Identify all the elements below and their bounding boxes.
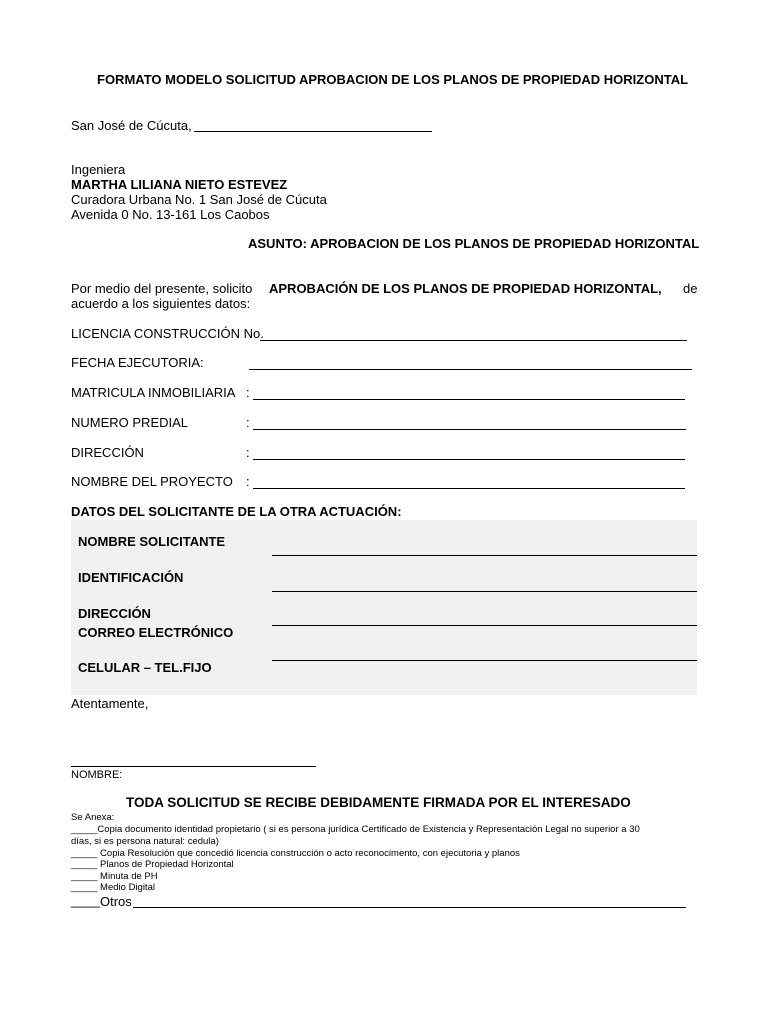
correo-label: CORREO ELECTRÓNICO [78, 625, 234, 640]
intro-bold-request: APROBACIÓN DE LOS PLANOS DE PROPIEDAD HORIZONTAL, [269, 281, 662, 296]
fecha-label: FECHA EJECUTORIA: [71, 355, 204, 370]
subject-line: ASUNTO: APROBACION DE LOS PLANOS DE PROPIEDAD HORIZONTAL [248, 236, 700, 251]
recipient-role: Ingeniera [71, 162, 126, 177]
date-field-line[interactable] [194, 131, 432, 132]
closing-text: Atentamente, [71, 696, 149, 711]
signature-name-label: NOMBRE: [71, 769, 123, 781]
identificacion-label: IDENTIFICACIÓN [78, 570, 184, 585]
direccion-correo-line[interactable] [272, 625, 697, 626]
matricula-field-line[interactable] [253, 399, 685, 400]
annex-item-digital: _____ Medio Digital [71, 882, 155, 893]
predial-colon: : [246, 415, 250, 430]
matricula-colon: : [246, 385, 250, 400]
fecha-field-line[interactable] [249, 369, 692, 370]
predial-label: NUMERO PREDIAL [71, 415, 189, 430]
applicant-direccion-label: DIRECCIÓN [78, 606, 151, 621]
annex-others-label: Otros [100, 894, 132, 909]
annex-item-id-copy: _____Copia documento identidad propietario ( si es persona jurídica Certificado de Existencia y Representación Legal no superior a 30 [71, 824, 640, 835]
licencia-field-line[interactable] [260, 340, 687, 341]
annex-item-resolution: _____ Copia Resolución que concedió licencia construcción o acto reconocimento, con ejecutoria y planos [71, 848, 520, 859]
proyecto-colon: : [246, 474, 250, 489]
signature-line[interactable] [71, 766, 316, 767]
recipient-name: MARTHA LILIANA NIETO ESTEVEZ [71, 177, 288, 192]
recipient-office: Curadora Urbana No. 1 San José de Cúcuta [71, 192, 327, 207]
annex-item-plans: _____ Planos de Propiedad Horizontal [71, 859, 234, 870]
applicant-value-column [272, 520, 697, 695]
document-title: FORMATO MODELO SOLICITUD APROBACION DE LOS PLANOS DE PROPIEDAD HORIZONTAL [97, 72, 689, 87]
recipient-address: Avenida 0 No. 13-161 Los Caobos [71, 207, 270, 222]
intro-prefix: Por medio del presente, solicito [71, 281, 253, 296]
direccion-field-line[interactable] [253, 459, 685, 460]
predial-field-line[interactable] [253, 429, 686, 430]
proyecto-field-line[interactable] [253, 488, 685, 489]
nombre-solicitante-label: NOMBRE SOLICITANTE [78, 534, 226, 549]
signature-notice: TODA SOLICITUD SE RECIBE DEBIDAMENTE FIRMADA POR EL INTERESADO [126, 795, 631, 810]
place-date-label: San José de Cúcuta, [71, 118, 192, 133]
celular-label: CELULAR – TEL.FIJO [78, 660, 212, 675]
identificacion-line[interactable] [272, 591, 697, 592]
intro-suffix: de [683, 281, 698, 296]
matricula-label: MATRICULA INMOBILIARIA [71, 385, 236, 400]
celular-line[interactable] [272, 660, 697, 661]
nombre-solicitante-line[interactable] [272, 555, 697, 556]
annex-title: Se Anexa: [71, 812, 115, 823]
applicant-heading: DATOS DEL SOLICITANTE DE LA OTRA ACTUACIÓN: [71, 504, 402, 519]
licencia-label: LICENCIA CONSTRUCCIÓN No. [71, 326, 264, 341]
intro-line2: acuerdo a los siguientes datos: [71, 296, 251, 311]
annex-others-blank: ____ [71, 893, 100, 908]
annex-item-minuta: _____ Minuta de PH [71, 871, 158, 882]
proyecto-label: NOMBRE DEL PROYECTO [71, 474, 233, 489]
others-field-line[interactable] [133, 907, 686, 908]
direccion-colon: : [246, 445, 250, 460]
direccion-label: DIRECCIÓN [71, 445, 144, 460]
annex-item-id-copy-cont: días, si es persona natural: cedula) [71, 836, 219, 847]
